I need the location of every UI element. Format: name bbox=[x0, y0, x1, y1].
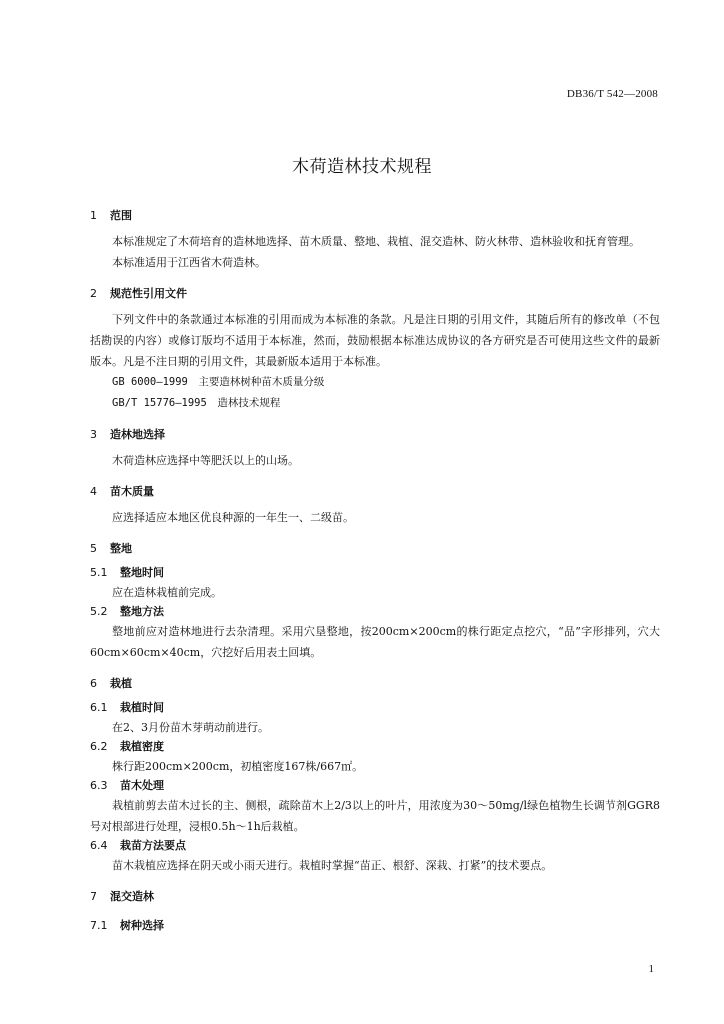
subsection-number: 6.3 bbox=[90, 779, 108, 792]
paragraph: 应选择适应本地区优良种源的一年生一、二级苗。 bbox=[112, 511, 354, 524]
subsection-heading-5-2 bbox=[90, 603, 660, 621]
subsection-title: 栽苗方法要点 bbox=[120, 839, 186, 852]
section-title: 栽植 bbox=[110, 677, 132, 690]
subsection-number: 6.1 bbox=[90, 701, 108, 714]
subsection-heading-6-2 bbox=[90, 738, 660, 756]
subsection-number: 5.1 bbox=[90, 566, 108, 579]
section-title: 苗木质量 bbox=[110, 485, 154, 498]
section-title: 规范性引用文件 bbox=[110, 287, 187, 300]
section-heading-5 bbox=[90, 539, 660, 558]
subsection-number: 6.4 bbox=[90, 839, 108, 852]
paragraph: 栽植前剪去苗木过长的主、侧根，疏除苗木上2/3以上的叶片，用浓度为30～50mg/l绿色植物生长调节剂GGR8号对根部进行处理，浸根0.5h～1h后栽植。 bbox=[90, 799, 660, 833]
section-heading-6 bbox=[90, 674, 660, 693]
paragraph: 整地前应对造林地进行去杂清理。采用穴垦整地，按200cm×200cm的株行距定点挖穴，“品”字形排列，穴大60cm×60cm×40cm，穴挖好后用表土回填。 bbox=[90, 625, 660, 659]
section-number: 6 bbox=[90, 677, 97, 690]
paragraph: 在2、3月份苗木芽萌动前进行。 bbox=[112, 721, 269, 734]
paragraph: 株行距200cm×200cm，初植密度167株/667㎡。 bbox=[112, 760, 364, 773]
subsection-number: 6.2 bbox=[90, 740, 108, 753]
subsection-title: 树种选择 bbox=[120, 919, 164, 932]
section-heading-2 bbox=[90, 284, 660, 303]
section-title: 范围 bbox=[110, 209, 132, 222]
section-heading-7 bbox=[90, 887, 660, 906]
subsection-heading-6-3 bbox=[90, 777, 660, 795]
section-number: 2 bbox=[90, 287, 97, 300]
subsection-number: 5.2 bbox=[90, 605, 108, 618]
reference-item: GB 6000—1999 主要造林树种苗木质量分级 bbox=[112, 376, 325, 388]
section-heading-3 bbox=[90, 425, 660, 444]
page-number: 1 bbox=[648, 963, 654, 975]
subsection-title: 栽植密度 bbox=[120, 740, 164, 753]
subsection-title: 整地方法 bbox=[120, 605, 164, 618]
subsection-heading-5-1 bbox=[90, 564, 660, 582]
section-number: 7 bbox=[90, 890, 97, 903]
standard-code: DB36/T 542—2008 bbox=[566, 88, 658, 100]
paragraph: 应在造林栽植前完成。 bbox=[112, 586, 222, 599]
section-title: 混交造林 bbox=[110, 890, 154, 903]
subsection-title: 苗木处理 bbox=[120, 779, 164, 792]
paragraph: 本标准适用于江西省木荷造林。 bbox=[112, 256, 266, 269]
section-heading-4 bbox=[90, 482, 660, 501]
subsection-heading-6-1 bbox=[90, 699, 660, 717]
section-number: 1 bbox=[90, 209, 97, 222]
section-number: 4 bbox=[90, 485, 97, 498]
subsection-heading-6-4 bbox=[90, 837, 660, 855]
subsection-number: 7.1 bbox=[90, 919, 108, 932]
document-title: 木荷造林技术规程 bbox=[292, 157, 432, 177]
paragraph: 本标准规定了木荷培育的造林地选择、苗木质量、整地、栽植、混交造林、防火林带、造林验收和抚育管理。 bbox=[112, 235, 640, 248]
subsection-heading-7-1 bbox=[90, 917, 660, 935]
paragraph: 苗木栽植应选择在阴天或小雨天进行。栽植时掌握“苗正、根舒、深栽、打紧”的技术要点。 bbox=[112, 859, 553, 872]
paragraph: 木荷造林应选择中等肥沃以上的山场。 bbox=[112, 454, 299, 467]
section-heading-1 bbox=[90, 206, 660, 225]
section-number: 3 bbox=[90, 428, 97, 441]
reference-item: GB/T 15776—1995 造林技术规程 bbox=[112, 397, 281, 409]
section-title: 造林地选择 bbox=[110, 428, 165, 441]
subsection-title: 栽植时间 bbox=[120, 701, 164, 714]
paragraph: 下列文件中的条款通过本标准的引用而成为本标准的条款。凡是注日期的引用文件，其随后所有的修改单（不包括勘误的内容）或修订版均不适用于本标准，然而，鼓励根据本标准达成协议的各方研究是否可使用这些文件的最新版本。凡是不注日期的引用文件，其最新版本适用于本标准。 bbox=[90, 313, 660, 368]
document-body bbox=[90, 206, 660, 935]
subsection-title: 整地时间 bbox=[120, 566, 164, 579]
section-title: 整地 bbox=[110, 542, 132, 555]
section-number: 5 bbox=[90, 542, 97, 555]
